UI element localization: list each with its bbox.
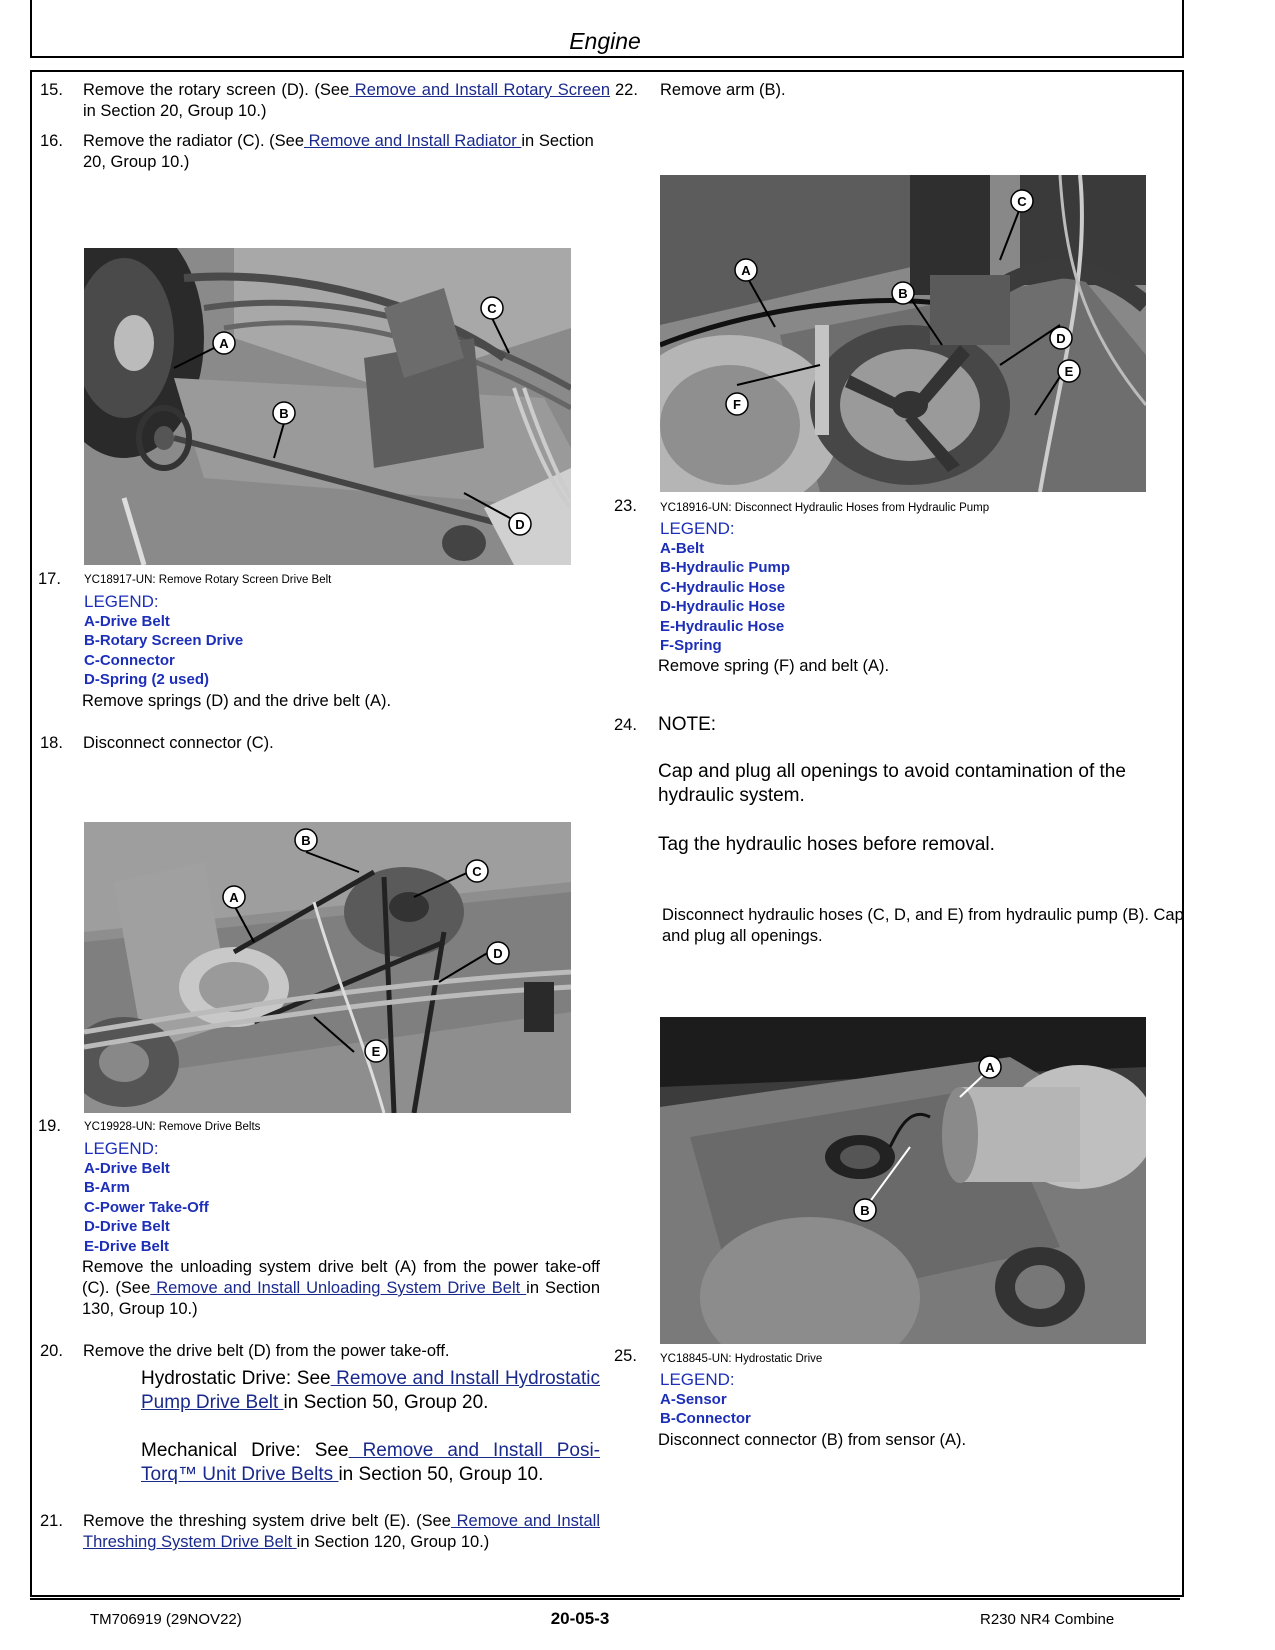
footer-page-number: 20-05-3 [550, 1609, 610, 1628]
mechanical-drive-ref [141, 1439, 600, 1487]
step-number: 16. [40, 132, 63, 150]
callout-e: E [371, 1044, 381, 1059]
figure-rotary-screen-drive [84, 248, 571, 565]
legend-fig-3 [660, 519, 790, 656]
note-text: Cap and plug all openings to avoid contamination of the hydraulic system. [658, 761, 1126, 806]
legend-item: A-Belt [660, 539, 705, 557]
figure-caption: YC19928-UN: Remove Drive Belts [84, 1121, 261, 1133]
link-threshing-belt[interactable]: Remove and Install Threshing System Drive Belt [83, 1512, 600, 1551]
legend-item: D-Drive Belt [84, 1218, 170, 1235]
step-text: in Section 20, Group 10.) [83, 132, 594, 171]
step-23-instruction: Remove spring (F) and belt (A). [658, 657, 890, 675]
legend-item: F-Spring [660, 637, 722, 654]
figure-hydrostatic-drive [660, 1017, 1146, 1344]
figure-drive-belts [84, 822, 571, 1113]
step-text: in Section 50, Group 20. [283, 1392, 489, 1413]
legend-title: LEGEND: [660, 519, 735, 538]
step-number: 21. [40, 1512, 63, 1530]
step-18 [40, 733, 570, 755]
legend-fig-2 [84, 1139, 209, 1256]
callout-c: C [1017, 194, 1027, 209]
step-text: Hydrostatic Drive: See [141, 1368, 331, 1389]
legend-fig-4 [660, 1370, 751, 1429]
legend-item: A-Drive Belt [84, 612, 170, 630]
figure-hydraulic-pump [660, 175, 1146, 492]
callout-f: F [733, 397, 741, 412]
legend-item: A-Sensor [660, 1390, 727, 1408]
note-text: Tag the hydraulic hoses before removal. [658, 834, 995, 855]
step-17-number: 17. [38, 570, 61, 588]
callout-d: D [515, 517, 525, 532]
step-23-number: 23. [614, 497, 637, 515]
legend-item: C-Connector [84, 651, 175, 669]
step-number: 15. [40, 81, 63, 99]
step-17-instruction: Remove springs (D) and the drive belt (A). [82, 692, 392, 710]
callout-a: A [741, 263, 751, 278]
step-text: Mechanical Drive: See [141, 1440, 349, 1461]
step-text: Remove the radiator (C). (See [83, 132, 305, 150]
callout-b: B [301, 833, 311, 848]
callout-b: B [860, 1203, 870, 1218]
callout-a: A [219, 336, 229, 351]
callout-c: C [472, 864, 482, 879]
callout-a: A [229, 890, 239, 905]
step-text: Disconnect connector (C). [83, 734, 274, 752]
footer-product: R230 NR4 Combine [980, 1611, 1115, 1628]
legend-item: E-Hydraulic Hose [660, 617, 785, 635]
legend-item: E-Drive Belt [84, 1237, 170, 1255]
callout-b: B [279, 406, 289, 421]
callout-e: E [1064, 364, 1074, 379]
step-text: Remove the threshing system drive belt (E). (See [83, 1512, 451, 1530]
step-text: in Section 130, Group 10.) [82, 1279, 600, 1318]
legend-item: B-Arm [84, 1179, 130, 1196]
step-24-number: 24. [614, 716, 637, 734]
link-unloading-system-belt[interactable]: Remove and Install Unloading System Drive Belt [150, 1279, 527, 1297]
section-title: Engine [569, 28, 641, 54]
step-text: Remove the rotary screen (D). (See [83, 81, 350, 99]
step-number: 18. [40, 734, 63, 752]
step-text: Remove the drive belt (D) from the power take-off. [83, 1342, 450, 1360]
step-text: Remove the unloading system drive belt (A) from the power take-off (C). (See [82, 1258, 600, 1297]
legend-item: B-Hydraulic Pump [660, 559, 791, 576]
legend-item: B-Rotary Screen Drive [84, 632, 244, 649]
callout-d: D [493, 946, 503, 961]
link-posi-torq-belts[interactable]: Remove and Install Posi-Torq™ Unit Drive Belts [141, 1440, 600, 1485]
step-25-number: 25. [614, 1347, 637, 1365]
legend-item: B-Connector [660, 1410, 751, 1427]
step-20 [40, 1341, 600, 1363]
figure-caption: YC18916-UN: Disconnect Hydraulic Hoses from Hydraulic Pump [660, 502, 990, 514]
callout-c: C [487, 301, 497, 316]
step-number: 20. [40, 1342, 63, 1360]
legend-item: D-Spring (2 used) [84, 671, 210, 688]
link-radiator[interactable]: Remove and Install Radiator [304, 132, 522, 150]
callout-d: D [1056, 331, 1066, 346]
hydrostatic-drive-ref [141, 1367, 600, 1415]
legend-title: LEGEND: [84, 592, 159, 611]
step-22 [615, 80, 1155, 102]
figure-caption: YC18845-UN: Hydrostatic Drive [660, 1353, 823, 1365]
legend-title: LEGEND: [84, 1139, 159, 1158]
step-25-instruction: Disconnect connector (B) from sensor (A). [658, 1431, 967, 1449]
legend-item: D-Hydraulic Hose [660, 598, 786, 615]
step-text: Remove arm (B). [660, 81, 786, 99]
step-text: in Section 120, Group 10.) [296, 1533, 490, 1551]
legend-fig-1 [84, 592, 243, 690]
legend-item: C-Hydraulic Hose [660, 578, 786, 596]
step-text: in Section 50, Group 10. [338, 1464, 544, 1485]
footer-rule [30, 1598, 1180, 1600]
step-text: in Section 20, Group 10.) [83, 102, 267, 120]
callout-a: A [985, 1060, 995, 1075]
figure-caption: YC18917-UN: Remove Rotary Screen Drive Belt [84, 574, 332, 586]
legend-title: LEGEND: [660, 1370, 735, 1389]
step-number: 22. [615, 81, 638, 99]
step-19-instruction [82, 1257, 600, 1320]
callout-b: B [898, 286, 908, 301]
footer-doc-id: TM706919 (29NOV22) [90, 1611, 242, 1628]
legend-item: C-Power Take-Off [84, 1198, 209, 1216]
legend-item: A-Drive Belt [84, 1159, 170, 1177]
step-24-instruction: Disconnect hydraulic hoses (C, D, and E) from hydraulic pump (B). Cap and plug all openings. [662, 906, 1184, 945]
link-rotary-screen[interactable]: Remove and Install Rotary Screen [349, 81, 610, 99]
note-label: NOTE: [658, 714, 717, 735]
link-hydrostatic-pump-belt[interactable]: Remove and Install Hydrostatic Pump Drive Belt [141, 1368, 600, 1413]
step-19-number: 19. [38, 1117, 61, 1135]
